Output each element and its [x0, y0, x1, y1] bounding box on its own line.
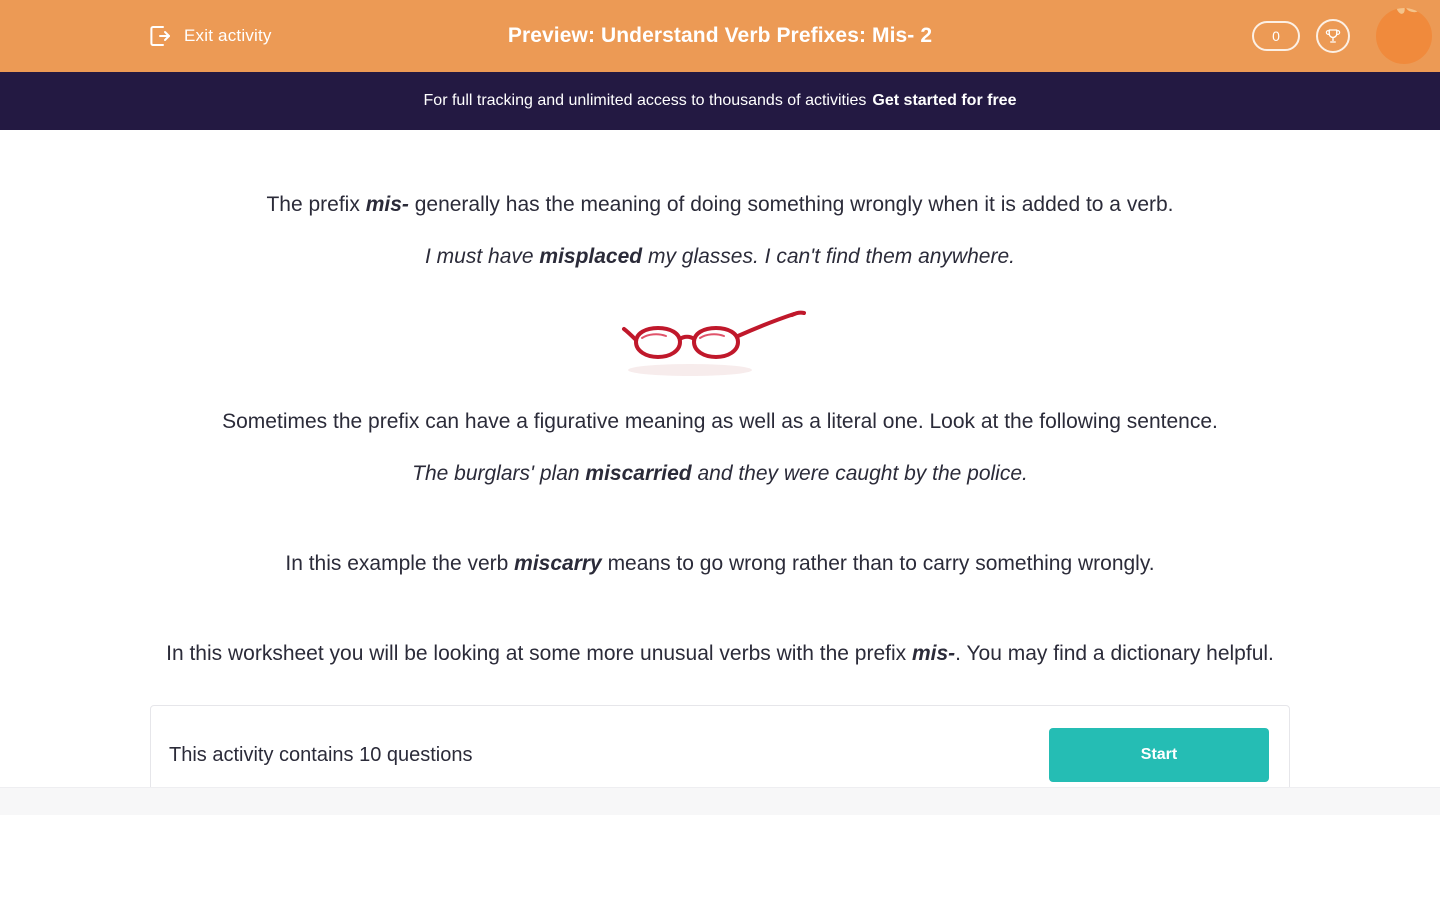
- example-two-prefix: The burglars' plan: [412, 462, 586, 485]
- top-bar-right-group: [1252, 0, 1440, 72]
- example-one-bold: misplaced: [539, 245, 643, 268]
- avatar[interactable]: [1376, 8, 1432, 64]
- footer-strip: [0, 787, 1440, 815]
- worksheet-suffix: . You may find a dictionary helpful.: [955, 642, 1274, 665]
- glasses-image: [150, 298, 1290, 384]
- intro-bold-term: mis-: [365, 193, 409, 216]
- worksheet-prefix: In this worksheet you will be looking at some more unusual verbs with the prefix: [166, 642, 912, 665]
- activity-content: [150, 130, 1290, 805]
- page-title: Preview: Understand Verb Prefixes: Mis- 2: [507, 24, 933, 47]
- get-started-link[interactable]: Get started for free: [872, 92, 1017, 109]
- score-badge: 0: [1252, 21, 1300, 51]
- explanation-suffix: means to go wrong rather than to carry something wrongly.: [601, 552, 1155, 575]
- example-two-bold: miscarried: [585, 462, 692, 485]
- intro-suffix-text: generally has the meaning of doing something wrongly when it is added to a verb.: [408, 193, 1174, 216]
- promo-text: For full tracking and unlimited access to thousands of activities: [423, 92, 867, 109]
- exit-activity-button[interactable]: [148, 23, 272, 49]
- worksheet-bold-term: mis-: [911, 642, 956, 665]
- figurative-meaning-paragraph: Sometimes the prefix can have a figurative meaning as well as a literal one. Look at the following sentence.: [222, 410, 1218, 433]
- explanation-bold-term: miscarry: [514, 552, 602, 575]
- exit-arrow-icon: [148, 23, 174, 49]
- example-one-prefix: I must have: [425, 245, 540, 268]
- start-button[interactable]: Start: [1049, 728, 1269, 782]
- spacer: [150, 510, 1290, 538]
- intro-paragraph: [150, 189, 1290, 220]
- promo-banner: [0, 72, 1440, 130]
- example-two-suffix: and they were caught by the police.: [691, 462, 1028, 485]
- worksheet-paragraph: [150, 638, 1290, 669]
- example-sentence-two: [150, 458, 1290, 489]
- explanation-prefix: In this example the verb: [285, 552, 515, 575]
- example-one-suffix: my glasses. I can't find them anywhere.: [642, 245, 1015, 268]
- explanation-paragraph: [150, 548, 1290, 579]
- example-sentence-one: [150, 241, 1290, 272]
- question-count-label: This activity contains 10 questions: [169, 743, 473, 766]
- trophy-icon[interactable]: [1316, 19, 1350, 53]
- exit-activity-label: Exit activity: [184, 26, 272, 45]
- spacer: [150, 600, 1290, 628]
- red-reading-glasses-icon: [620, 298, 820, 384]
- top-bar: [0, 0, 1440, 72]
- intro-prefix-text: The prefix: [266, 193, 366, 216]
